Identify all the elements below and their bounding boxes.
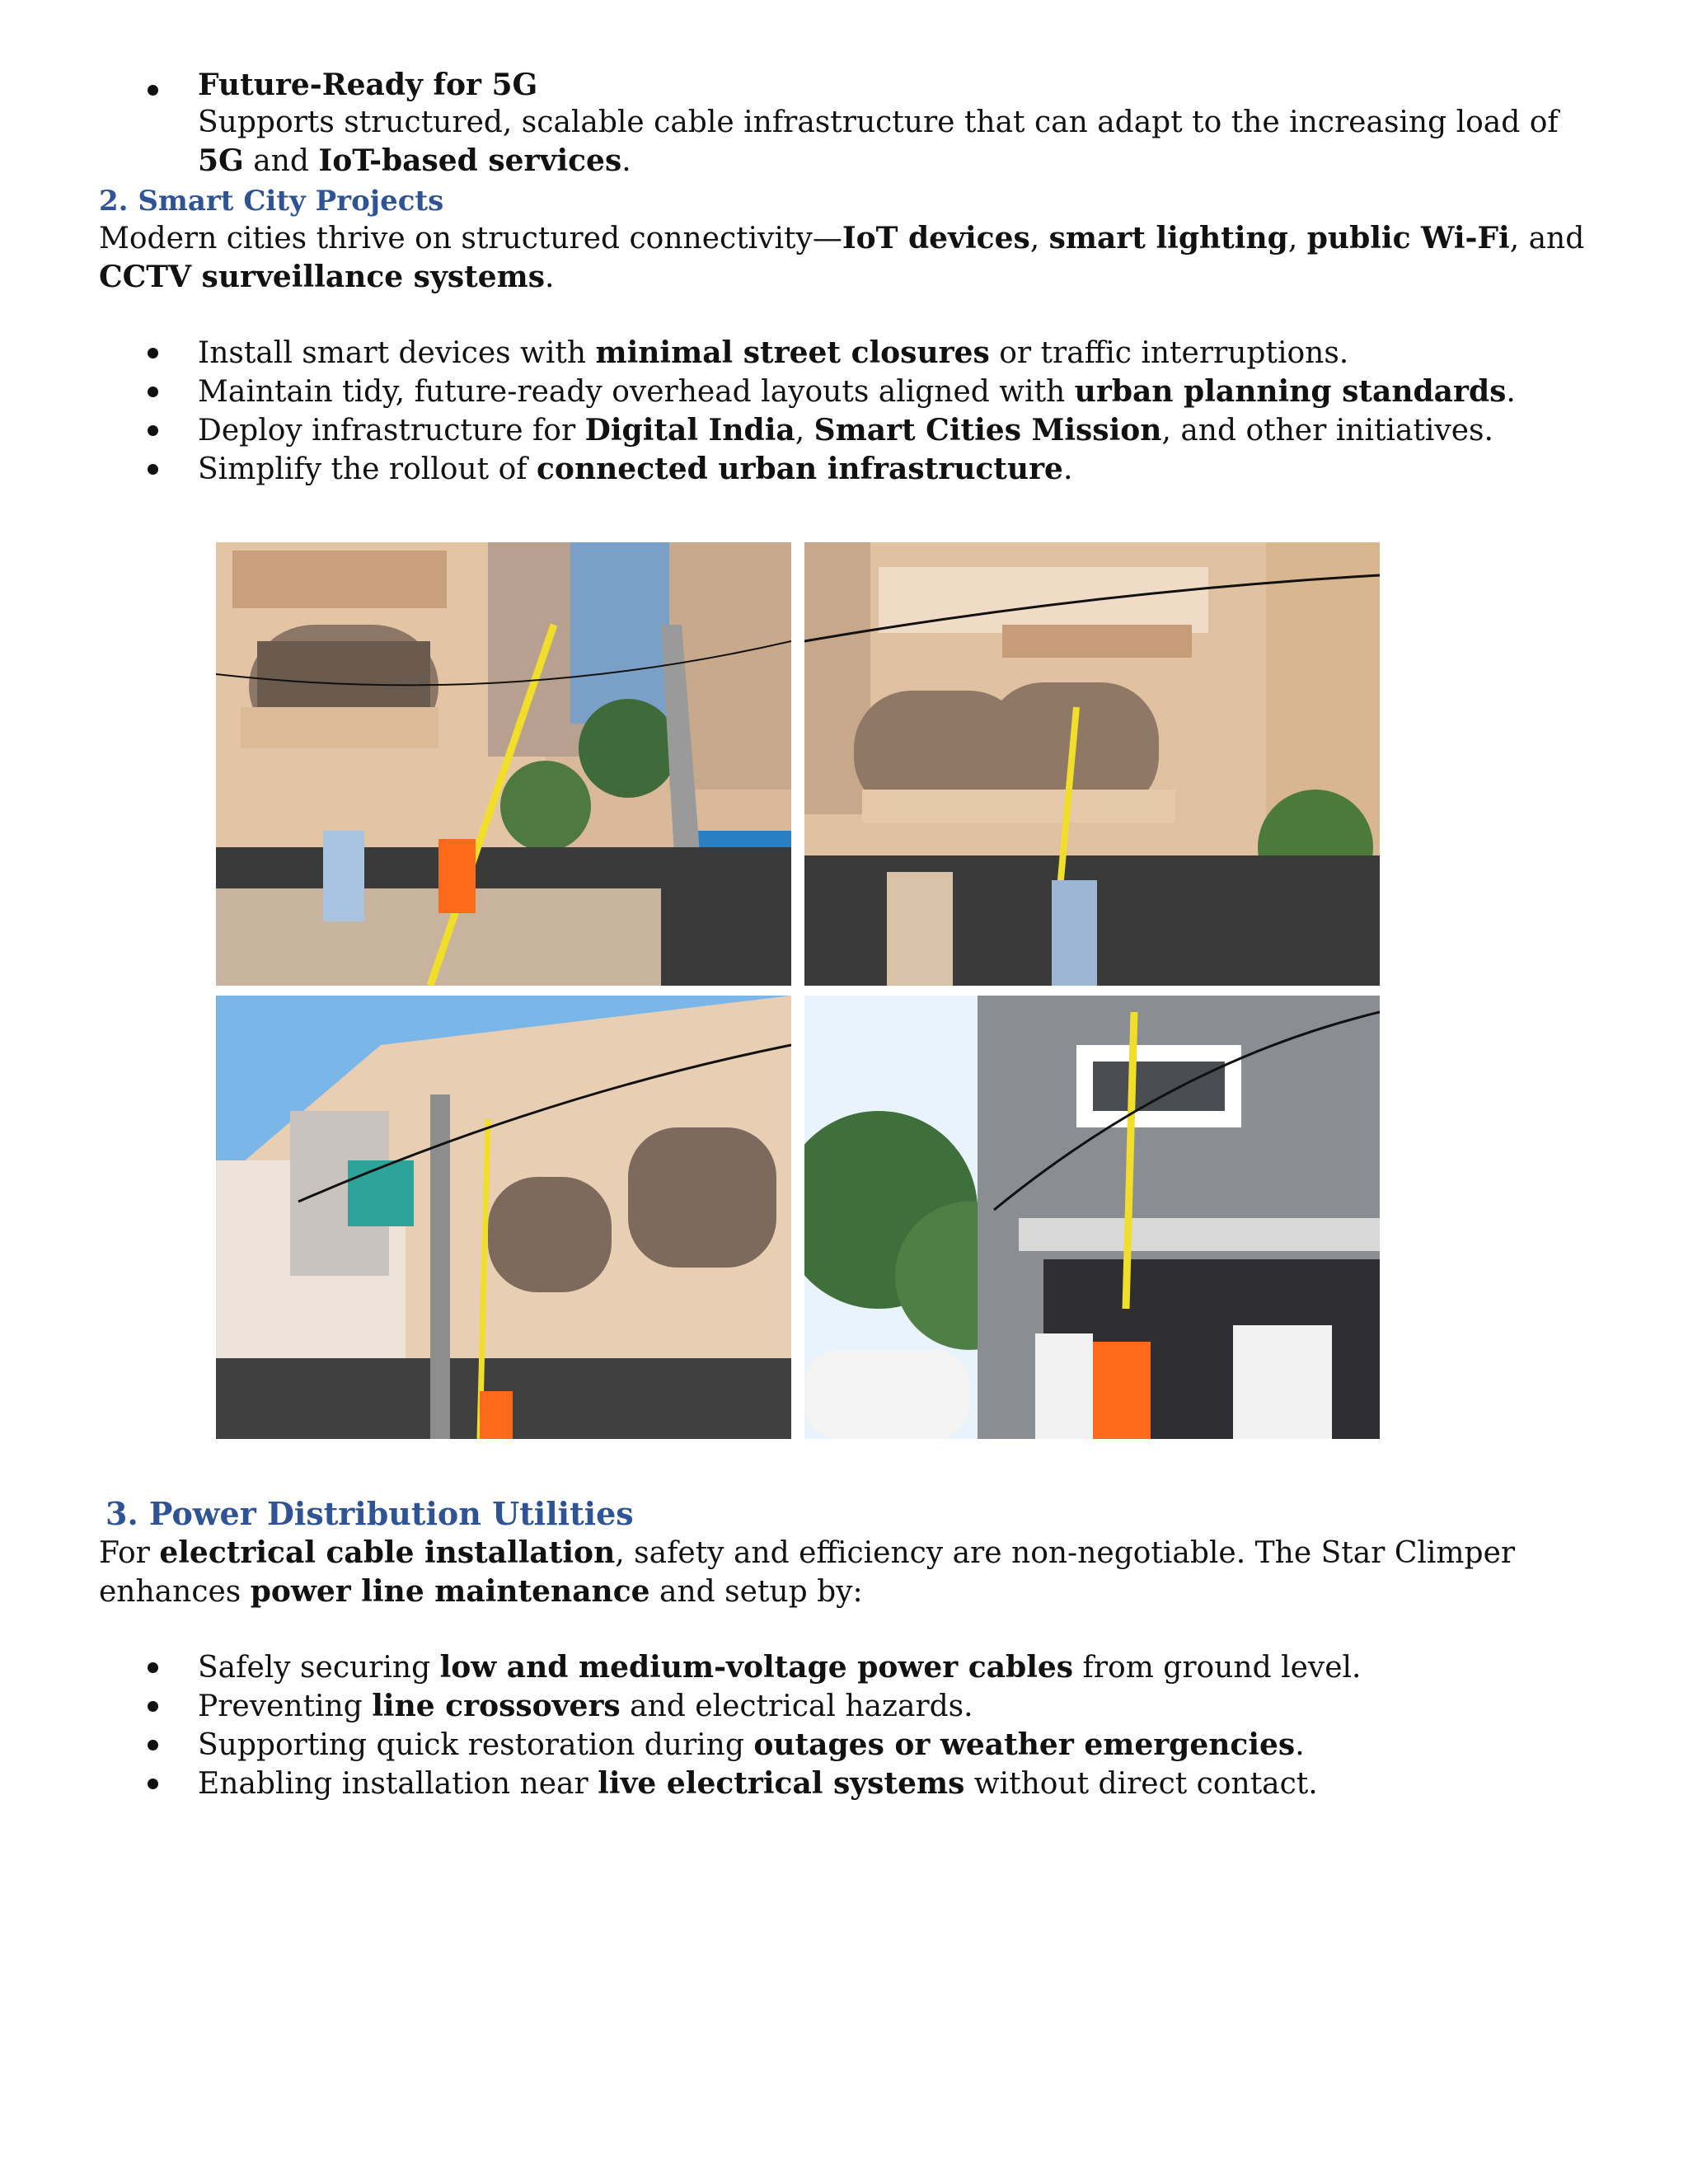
smart-city-intro: Modern cities thrive on structured connectivity—IoT devices, smart lighting, public Wi-Fi, and CCTV surveillance systems.: [99, 221, 1585, 294]
bullet-dot: [148, 387, 158, 397]
bullet-dot: [148, 85, 158, 96]
list-item: Maintain tidy, future-ready overhead layouts aligned with urban planning standards.: [0, 373, 1599, 411]
photo-worker-grey-house: [804, 996, 1380, 1439]
list-item: Simplify the rollout of connected urban infrastructure.: [0, 450, 1599, 489]
photo-apartment-block-pole: [216, 996, 791, 1439]
photo-grid: [216, 542, 1380, 1439]
power-distribution-intro: For electrical cable installation, safety and efficiency are non-negotiable. The Star Climper enhances power line maintenance and setup by:: [99, 1535, 1516, 1609]
section-heading-power-distribution: 3. Power Distribution Utilities: [106, 1495, 634, 1532]
bullet-dot: [148, 1662, 158, 1673]
bullet-dot: [148, 464, 158, 475]
bullet-dot: [148, 1740, 158, 1750]
power-distribution-bullet-list: [0, 1648, 1599, 1803]
list-item: Preventing line crossovers and electrical hazards.: [0, 1687, 1599, 1726]
list-item: Deploy infrastructure for Digital India, Smart Cities Mission, and other initiatives.: [0, 411, 1599, 450]
list-item: Install smart devices with minimal street closures or traffic interruptions.: [0, 334, 1599, 373]
bullet-description: Supports structured, scalable cable infrastructure that can adapt to the increasing load of 5G and IoT-based services.: [198, 105, 1559, 178]
bullet-dot: [148, 1779, 158, 1789]
list-item: Safely securing low and medium-voltage power cables from ground level.: [0, 1648, 1599, 1687]
list-item: Supporting quick restoration during outages or weather emergencies.: [0, 1726, 1599, 1765]
photo-technicians-pole-building: [216, 542, 791, 986]
list-item: Enabling installation near live electrical systems without direct contact.: [0, 1765, 1599, 1803]
bullet-title: Future-Ready for 5G: [198, 68, 538, 102]
section-heading-smart-city: 2. Smart City Projects: [99, 185, 444, 218]
smart-city-bullet-list: [0, 334, 1599, 489]
bullet-dot: [148, 1701, 158, 1712]
bullet-dot: [148, 348, 158, 359]
photo-worker-balcony-cables: [804, 542, 1380, 986]
bullet-dot: [148, 425, 158, 436]
